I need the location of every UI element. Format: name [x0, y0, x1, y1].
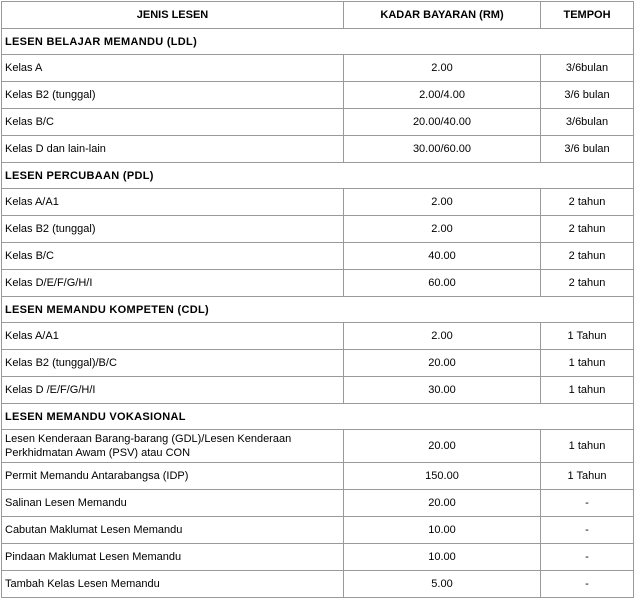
fee-cell: 30.00 — [344, 377, 541, 404]
fee-cell: 20.00 — [344, 430, 541, 463]
table-row — [2, 350, 634, 377]
table-row — [2, 216, 634, 243]
fee-cell: 10.00 — [344, 544, 541, 571]
period-cell: 2 tahun — [541, 243, 634, 270]
table-row — [2, 270, 634, 297]
period-cell: 1 Tahun — [541, 323, 634, 350]
fee-cell: 20.00 — [344, 350, 541, 377]
license-type-cell: Permit Memandu Antarabangsa (IDP) — [2, 463, 344, 490]
license-type-cell: Kelas B2 (tunggal) — [2, 82, 344, 109]
table-row — [2, 430, 634, 463]
license-type-cell: Lesen Kenderaan Barang-barang (GDL)/Lesen Kenderaan Perkhidmatan Awam (PSV) atau CON — [2, 430, 344, 463]
license-type-cell: Kelas A — [2, 55, 344, 82]
table-row — [2, 109, 634, 136]
period-cell: 2 tahun — [541, 270, 634, 297]
period-cell: 1 tahun — [541, 350, 634, 377]
header-period: TEMPOH — [541, 2, 634, 29]
period-cell: 3/6bulan — [541, 109, 634, 136]
period-cell: 3/6bulan — [541, 55, 634, 82]
table-row — [2, 490, 634, 517]
period-cell: 1 tahun — [541, 377, 634, 404]
period-cell: 1 tahun — [541, 430, 634, 463]
section-title: LESEN BELAJAR MEMANDU (LDL) — [2, 29, 634, 55]
license-type-cell: Kelas B/C — [2, 109, 344, 136]
fee-cell: 30.00/60.00 — [344, 136, 541, 163]
table-row — [2, 463, 634, 490]
period-cell: 2 tahun — [541, 189, 634, 216]
license-type-cell: Cabutan Maklumat Lesen Memandu — [2, 517, 344, 544]
table-row — [2, 377, 634, 404]
section-title: LESEN MEMANDU KOMPETEN (CDL) — [2, 297, 634, 323]
fee-cell: 150.00 — [344, 463, 541, 490]
header-license-type: JENIS LESEN — [2, 2, 344, 29]
period-cell: - — [541, 544, 634, 571]
fee-cell: 40.00 — [344, 243, 541, 270]
period-cell: 2 tahun — [541, 216, 634, 243]
section-title: LESEN PERCUBAAN (PDL) — [2, 163, 634, 189]
license-fee-table — [1, 1, 634, 598]
table-row — [2, 544, 634, 571]
license-type-cell: Kelas D dan lain-lain — [2, 136, 344, 163]
license-type-cell: Kelas B2 (tunggal) — [2, 216, 344, 243]
license-type-cell: Pindaan Maklumat Lesen Memandu — [2, 544, 344, 571]
fee-cell: 2.00 — [344, 55, 541, 82]
period-cell: - — [541, 517, 634, 544]
fee-cell: 2.00 — [344, 216, 541, 243]
period-cell: - — [541, 571, 634, 598]
license-type-cell: Kelas D/E/F/G/H/I — [2, 270, 344, 297]
section-title: LESEN MEMANDU VOKASIONAL — [2, 404, 634, 430]
fee-cell: 2.00 — [344, 189, 541, 216]
fee-cell: 20.00/40.00 — [344, 109, 541, 136]
license-type-cell: Tambah Kelas Lesen Memandu — [2, 571, 344, 598]
section-header-row — [2, 163, 634, 189]
table-row — [2, 82, 634, 109]
fee-cell: 10.00 — [344, 517, 541, 544]
table-row — [2, 571, 634, 598]
period-cell: 3/6 bulan — [541, 82, 634, 109]
period-cell: 3/6 bulan — [541, 136, 634, 163]
fee-cell: 2.00/4.00 — [344, 82, 541, 109]
table-row — [2, 243, 634, 270]
fee-cell: 60.00 — [344, 270, 541, 297]
section-header-row — [2, 29, 634, 55]
license-type-cell: Kelas A/A1 — [2, 323, 344, 350]
license-type-cell: Kelas D /E/F/G/H/I — [2, 377, 344, 404]
table-row — [2, 136, 634, 163]
table-row — [2, 55, 634, 82]
header-fee: KADAR BAYARAN (RM) — [344, 2, 541, 29]
header-row — [2, 2, 634, 29]
table-body — [2, 29, 634, 598]
license-type-cell: Kelas A/A1 — [2, 189, 344, 216]
license-type-cell: Kelas B2 (tunggal)/B/C — [2, 350, 344, 377]
fee-cell: 5.00 — [344, 571, 541, 598]
table-row — [2, 323, 634, 350]
fee-cell: 20.00 — [344, 490, 541, 517]
table-row — [2, 517, 634, 544]
license-type-cell: Salinan Lesen Memandu — [2, 490, 344, 517]
table-row — [2, 189, 634, 216]
license-type-cell: Kelas B/C — [2, 243, 344, 270]
fee-cell: 2.00 — [344, 323, 541, 350]
period-cell: - — [541, 490, 634, 517]
section-header-row — [2, 297, 634, 323]
section-header-row — [2, 404, 634, 430]
period-cell: 1 Tahun — [541, 463, 634, 490]
